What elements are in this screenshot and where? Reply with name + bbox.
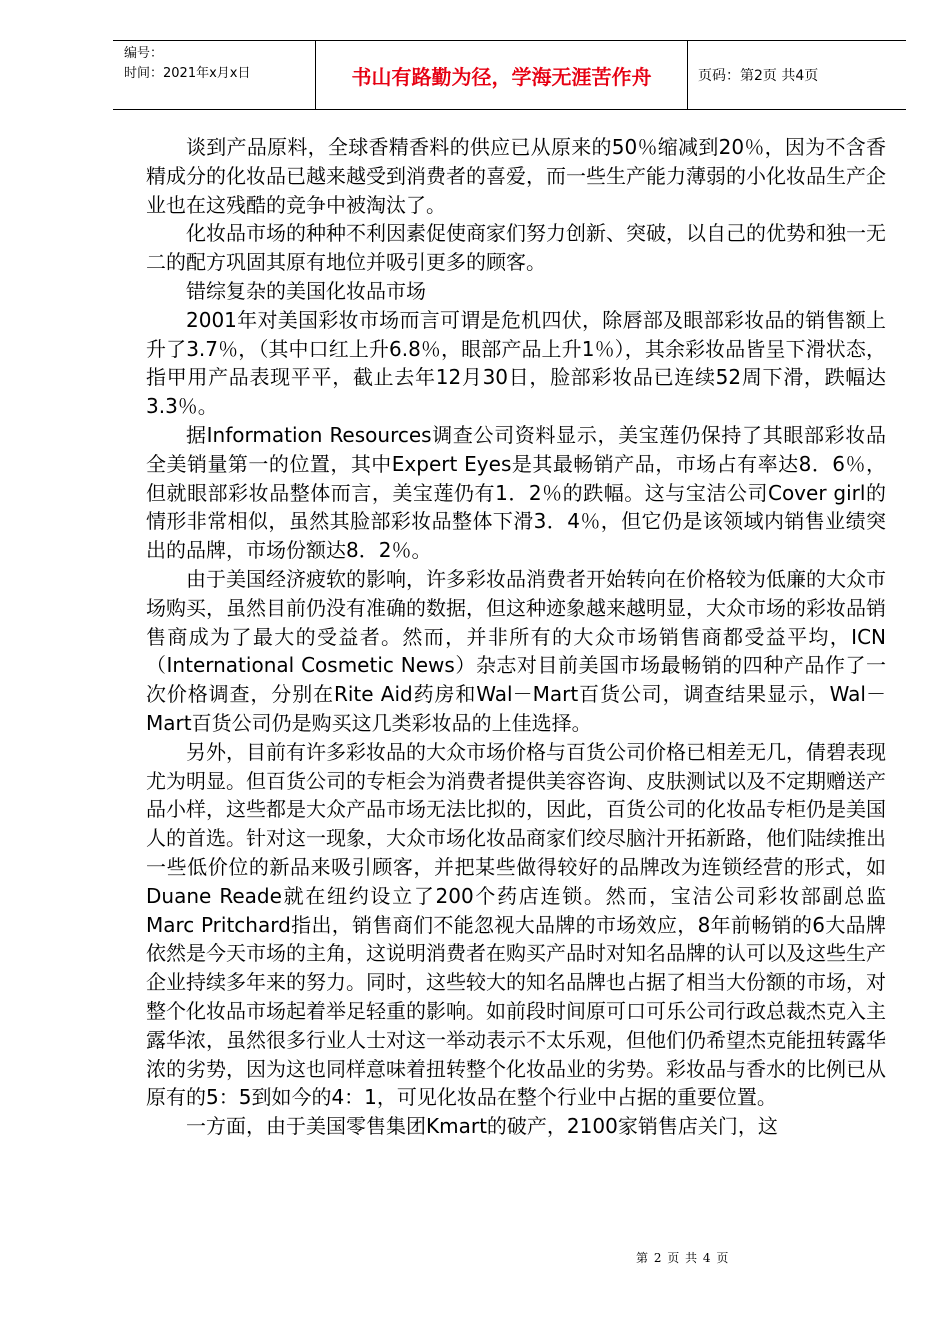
- paragraph: 一方面，由于美国零售集团Kmart的破产，2100家销售店关门，这: [186, 1114, 778, 1139]
- section-heading: 错综复杂的美国化妆品市场: [186, 278, 426, 303]
- header-page-number: 页码：第2页 共4页: [698, 68, 819, 84]
- paragraph: 据Information Resources调查公司资料显示，美宝莲仍保持了其眼部彩妆品全美销量第一的位置，其中Expert Eyes是其最畅销产品，市场占有率达8．6％，但就眼部彩妆品整体而言，美宝莲仍有1．2％的跌幅。这与宝洁公司Cover girl的情形非常相似，虽然其脸部彩妆品整体下滑3．4％，但它仍是该领域内销售业绩突出的品牌，市场份额达8．2％。: [146, 422, 886, 563]
- paragraph: 2001年对美国彩妆市场而言可谓是危机四伏，除唇部及眼部彩妆品的销售额上升了3.7％，（其中口红上升6.8％，眼部产品上升1％），其余彩妆品皆呈下滑状态，指甲用产品表现平平，截止去年12月30日，脸部彩妆品已连续52周下滑，跌幅达3.3％。: [146, 307, 886, 419]
- page-footer: 第 2 页 共 4 页: [636, 1251, 730, 1265]
- document-time-label: 时间：2021年x月x日: [124, 66, 251, 81]
- header-motto: 书山有路勤为径，学海无涯苦作舟: [316, 41, 688, 109]
- header-meta: [113, 41, 316, 109]
- paragraph: 由于美国经济疲软的影响，许多彩妆品消费者开始转向在价格较为低廉的大众市场购买，虽然目前仍没有准确的数据，但这种迹象越来越明显，大众市场的彩妆品销售商成为了最大的受益者。然而，并非所有的大众市场销售商都受益平均，ICN（International Cosmetic News）杂志对目前美国市场最畅销的四种产品作了一次价格调查，分别在Rite Aid药房和Wal－Mart百货公司，调查结果显示，Wal－Mart百货公司仍是购买这几类彩妆品的上佳选择。: [146, 566, 886, 735]
- document-number-label: 编号：: [124, 46, 164, 61]
- document-header: [113, 40, 906, 110]
- document-body: [146, 133, 886, 1141]
- paragraph: 谈到产品原料，全球香精香料的供应已从原来的50％缩减到20％，因为不含香精成分的化妆品已越来越受到消费者的喜爱，而一些生产能力薄弱的小化妆品生产企业也在这残酷的竞争中被淘汰了。: [146, 135, 886, 217]
- paragraph: 化妆品市场的种种不利因素促使商家们努力创新、突破，以自己的优势和独一无二的配方巩固其原有地位并吸引更多的顾客。: [146, 221, 886, 275]
- paragraph: 另外，目前有许多彩妆品的大众市场价格与百货公司价格已相差无几，倩碧表现尤为明显。但百货公司的专柜会为消费者提供美容咨询、皮肤测试以及不定期赠送产品小样，这些都是大众产品市场无法比拟的，因此，百货公司的化妆品专柜仍是美国人的首选。针对这一现象，大众市场化妆品商家们绞尽脑汁开拓新路，他们陆续推出一些低价位的新品来吸引顾客，并把某些做得较好的品牌改为连锁经营的形式，如Duane Reade就在纽约设立了200个药店连锁。然而，宝洁公司彩妆部副总监Marc Pritchard指出，销售商们不能忽视大品牌的市场效应，8年前畅销的6大品牌依然是今天市场的主角，这说明消费者在购买产品时对知名品牌的认可以及这些生产企业持续多年来的努力。同时，这些较大的知名品牌也占据了相当大份额的市场，对整个化妆品市场起着举足轻重的影响。如前段时间原可口可乐公司行政总裁杰克入主露华浓，虽然很多行业人士对这一举动表示不太乐观，但他们仍希望杰克能扭转露华浓的劣势，因为这也同样意味着扭转整个化妆品业的劣势。彩妆品与香水的比例已从原有的5：5到如今的4：1，可见化妆品在整个行业中占据的重要位置。: [146, 739, 886, 1110]
